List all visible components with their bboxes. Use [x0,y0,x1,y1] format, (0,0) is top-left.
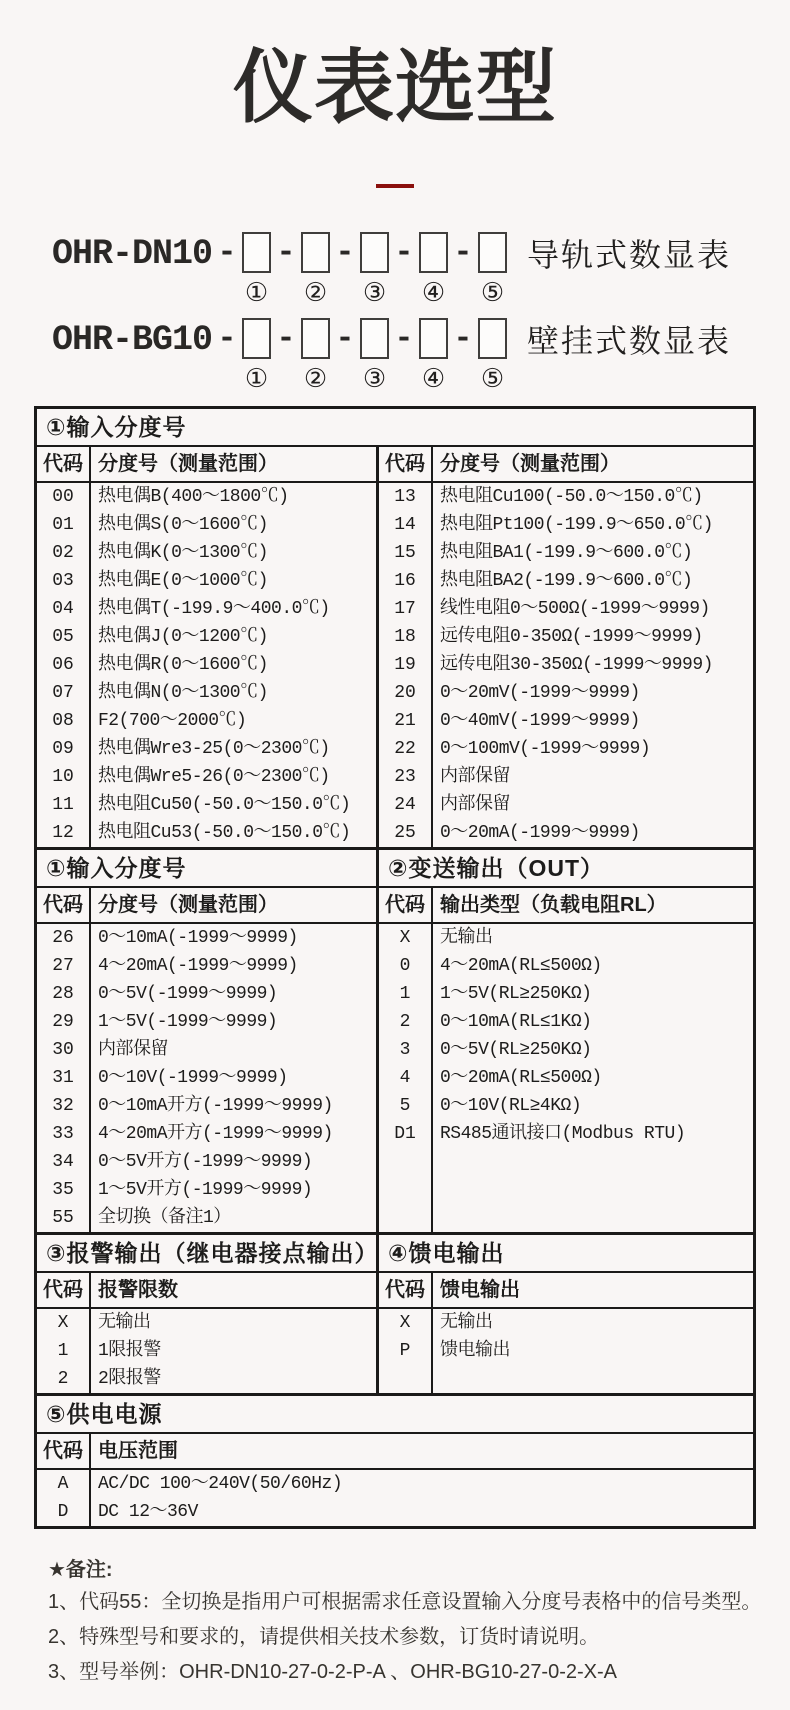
code-cell: 4 [399,1068,411,1088]
code-box [478,232,507,273]
column-header-code: 代码 [37,447,89,483]
code-cell: X [399,1313,411,1333]
desc-cell: 4～20mA开方(-1999～9999) [98,1124,333,1144]
desc-column [91,1434,753,1526]
desc-cell: 0～20mV(-1999～9999) [440,683,640,703]
code-cell: 09 [52,739,74,759]
code-cell: 19 [394,655,416,675]
desc-cell: 无输出 [98,1313,151,1333]
desc-cell: 全切换（备注1） [98,1208,231,1228]
dash-separator: - [453,234,473,271]
code-cell: 18 [394,627,416,647]
code-box [419,232,448,273]
position-number-icon: ③ [362,277,387,307]
desc-cell: 内部保留 [98,1040,168,1060]
desc-cell: AC/DC 100～240V(50/60Hz) [98,1474,343,1494]
desc-cell: 0～10mA(RL≤1KΩ) [440,1012,592,1032]
position-number-icon: ③ [362,363,387,393]
code-cell: 1 [57,1341,69,1361]
code-column [37,888,91,1232]
desc-cell: 0～20mA(RL≤500Ω) [440,1068,602,1088]
model-type-label: 壁挂式数显表 [527,323,732,359]
section-title: ③报警输出（继电器接点输出） [37,1235,379,1271]
position-number-icon: ④ [421,363,446,393]
desc-cell: 1～5V(-1999～9999) [98,1012,278,1032]
code-cell: 02 [52,543,74,563]
code-cell: 01 [52,515,74,535]
code-cell: 03 [52,571,74,591]
code-cell: 10 [52,767,74,787]
position-number-icon: ⑤ [480,277,505,307]
table-half [37,1434,753,1526]
section-body [37,1273,753,1393]
column-header-code: 代码 [37,1273,89,1309]
column-header-code: 代码 [379,888,431,924]
dash-separator: - [217,320,237,357]
note-item: 3、型号举例：OHR-DN10-27-0-2-P-A 、OHR-BG10-27-0-2-X-A [48,1661,618,1683]
code-box [360,232,389,273]
code-box [478,318,507,359]
desc-cell: 热电偶E(0～1000℃) [98,571,268,591]
column-header-code: 代码 [379,1273,431,1309]
section-title: ①输入分度号 [46,414,187,440]
desc-cell: 0～5V(-1999～9999) [98,984,278,1004]
table-half [379,447,753,847]
column-header-code: 代码 [37,1434,89,1470]
code-cell: 2 [57,1369,69,1389]
desc-column [91,888,376,1232]
desc-cell: 热电偶B(400～1800℃) [98,487,289,507]
code-cell: 3 [399,1040,411,1060]
column-header-desc: 分度号（测量范围） [91,888,376,924]
desc-cell: 1～5V(RL≥250KΩ) [440,984,592,1004]
code-cell: 29 [52,1012,74,1032]
model-code-slot [242,318,271,392]
desc-cell: 远传电阻0-350Ω(-1999～9999) [440,627,703,647]
code-cell: 55 [52,1208,74,1228]
desc-cell: 热电阻Cu53(-50.0～150.0℃) [98,823,351,843]
column-header-code: 代码 [37,888,89,924]
section-title: ④馈电输出 [388,1240,505,1266]
model-row-bg10 [52,318,790,392]
position-number-icon: ① [244,277,269,307]
code-cell: 04 [52,599,74,619]
table-half [37,888,379,1232]
section-body [37,888,753,1232]
position-number-icon: ① [244,363,269,393]
desc-cell: 4～20mA(RL≤500Ω) [440,956,602,976]
code-cell: 34 [52,1152,74,1172]
desc-cell: 热电偶N(0～1300℃) [98,683,268,703]
desc-cell: 0～20mA(-1999～9999) [440,823,640,843]
column-header-desc: 输出类型（负载电阻RL） [433,888,753,924]
dash-separator: - [335,234,355,271]
desc-column [91,1273,376,1393]
code-column [379,447,433,847]
position-number-icon: ④ [421,277,446,307]
code-cell: 25 [394,823,416,843]
code-cell: 00 [52,487,74,507]
desc-column [433,888,753,1232]
note-item: 2、特殊型号和要求的，请提供相关技术参数，订货时请说明。 [48,1626,600,1648]
table-half [37,447,379,847]
desc-cell: 热电偶Wre3-25(0～2300℃) [98,739,330,759]
dash-separator: - [453,320,473,357]
code-cell: 12 [52,823,74,843]
desc-cell: 0～100mV(-1999～9999) [440,739,651,759]
desc-cell: 热电阻Cu100(-50.0～150.0℃) [440,487,703,507]
model-code-slot [419,318,448,392]
code-cell: A [57,1474,69,1494]
code-box [242,232,271,273]
dash-separator: - [394,320,414,357]
desc-cell: 热电偶J(0～1200℃) [98,627,268,647]
model-code-slot [419,232,448,306]
code-column [379,1273,433,1393]
table-section [37,1393,753,1526]
desc-cell: RS485通讯接口(Modbus RTU) [440,1124,686,1144]
code-cell: 2 [399,1012,411,1032]
code-cell: 16 [394,571,416,591]
column-header-desc: 电压范围 [91,1434,753,1470]
code-cell: X [399,928,411,948]
code-box [419,318,448,359]
code-cell: 22 [394,739,416,759]
code-cell: 33 [52,1124,74,1144]
desc-cell: 热电偶K(0～1300℃) [98,543,268,563]
dash-separator: - [217,234,237,271]
desc-cell: 热电偶S(0～1600℃) [98,515,268,535]
code-cell: 08 [52,711,74,731]
desc-cell: 热电阻Pt100(-199.9～650.0℃) [440,515,713,535]
desc-cell: 0～5V(RL≥250KΩ) [440,1040,592,1060]
desc-cell: DC 12～36V [98,1502,198,1522]
desc-cell: 热电阻Cu50(-50.0～150.0℃) [98,795,351,815]
column-header-desc: 报警限数 [91,1273,376,1309]
code-cell: 07 [52,683,74,703]
title-accent-divider [376,184,414,188]
model-code-slot [301,318,330,392]
table-section [37,847,753,1232]
desc-cell: 热电阻BA2(-199.9～600.0℃) [440,571,693,591]
column-header-desc: 馈电输出 [433,1273,753,1309]
section-header [37,409,753,447]
model-code-slot [360,232,389,306]
desc-cell: 0～5V开方(-1999～9999) [98,1152,313,1172]
desc-cell: 0～10mA(-1999～9999) [98,928,298,948]
code-column [37,1273,91,1393]
code-cell: P [399,1341,411,1361]
section-header [37,850,753,888]
desc-cell: 内部保留 [440,767,510,787]
section-title: ⑤供电电源 [46,1401,163,1427]
model-type-label: 导轨式数显表 [527,237,732,273]
column-header-desc: 分度号（测量范围） [433,447,753,483]
desc-cell: 2限报警 [98,1369,161,1389]
model-code-slot [242,232,271,306]
code-column [37,447,91,847]
desc-cell: 馈电输出 [440,1341,510,1361]
code-cell: 23 [394,767,416,787]
desc-cell: F2(700～2000℃) [98,711,247,731]
desc-cell: 远传电阻30-350Ω(-1999～9999) [440,655,713,675]
column-header-code: 代码 [379,447,431,483]
model-code-slot [301,232,330,306]
code-cell: X [57,1313,69,1333]
desc-column [91,447,376,847]
code-cell: 35 [52,1180,74,1200]
code-cell: 15 [394,543,416,563]
desc-cell: 0～10V(-1999～9999) [98,1068,288,1088]
code-box [242,318,271,359]
code-cell: 31 [52,1068,74,1088]
desc-cell: 1限报警 [98,1341,161,1361]
code-cell: 0 [399,956,411,976]
code-cell: 32 [52,1096,74,1116]
model-code-slots [212,232,507,306]
section-title: ②变送输出（OUT） [388,855,605,881]
code-cell: 17 [394,599,416,619]
dash-separator: - [276,234,296,271]
section-body [37,1434,753,1526]
code-cell: 11 [52,795,74,815]
section-header [37,1235,753,1273]
desc-cell: 内部保留 [440,795,510,815]
code-cell: D1 [394,1124,416,1144]
code-cell: 26 [52,928,74,948]
table-half [37,1273,379,1393]
code-cell: 20 [394,683,416,703]
code-cell: 14 [394,515,416,535]
code-cell: 28 [52,984,74,1004]
code-cell: 27 [52,956,74,976]
table-half [379,1273,753,1393]
code-cell: 30 [52,1040,74,1060]
notes-block [48,1555,790,1690]
code-cell: D [57,1502,69,1522]
model-row-dn10 [52,232,790,306]
desc-cell: 热电阻BA1(-199.9～600.0℃) [440,543,693,563]
code-cell: 5 [399,1096,411,1116]
code-cell: 06 [52,655,74,675]
notes-heading: ★备注: [48,1559,113,1581]
code-cell: 13 [394,487,416,507]
desc-column [433,1273,753,1393]
note-item: 1、代码55：全切换是指用户可根据需求任意设置输入分度号表格中的信号类型。 [48,1591,762,1613]
desc-cell: 无输出 [440,1313,493,1333]
code-box [360,318,389,359]
code-column [37,1434,91,1526]
dash-separator: - [276,320,296,357]
desc-cell: 热电偶R(0～1600℃) [98,655,268,675]
column-header-desc: 分度号（测量范围） [91,447,376,483]
model-prefix: OHR-BG10 [52,320,213,360]
desc-cell: 无输出 [440,928,493,948]
position-number-icon: ② [303,277,328,307]
code-column [379,888,433,1232]
code-cell: 24 [394,795,416,815]
code-cell: 05 [52,627,74,647]
table-half [379,888,753,1232]
code-box [301,232,330,273]
desc-cell: 0～10V(RL≥4KΩ) [440,1096,582,1116]
page-title: 仪表选型 [233,43,557,132]
position-number-icon: ⑤ [480,363,505,393]
desc-cell: 热电偶Wre5-26(0～2300℃) [98,767,330,787]
model-code-slot [478,318,507,392]
model-code-diagrams [52,232,790,392]
desc-column [433,447,753,847]
dash-separator: - [335,320,355,357]
selection-table [34,406,756,1529]
model-code-slot [478,232,507,306]
code-cell: 21 [394,711,416,731]
desc-cell: 1～5V开方(-1999～9999) [98,1180,313,1200]
model-code-slots [212,318,507,392]
desc-cell: 0～10mA开方(-1999～9999) [98,1096,333,1116]
desc-cell: 4～20mA(-1999～9999) [98,956,298,976]
section-title: ①输入分度号 [37,850,379,886]
desc-cell: 线性电阻0～500Ω(-1999～9999) [440,599,710,619]
code-cell: 1 [399,984,411,1004]
desc-cell: 热电偶T(-199.9～400.0℃) [98,599,330,619]
section-body [37,447,753,847]
table-section [37,409,753,847]
code-box [301,318,330,359]
model-prefix: OHR-DN10 [52,234,213,274]
position-number-icon: ② [303,363,328,393]
model-code-slot [360,318,389,392]
dash-separator: - [394,234,414,271]
section-header [37,1396,753,1434]
desc-cell: 0～40mV(-1999～9999) [440,711,640,731]
table-section [37,1232,753,1393]
